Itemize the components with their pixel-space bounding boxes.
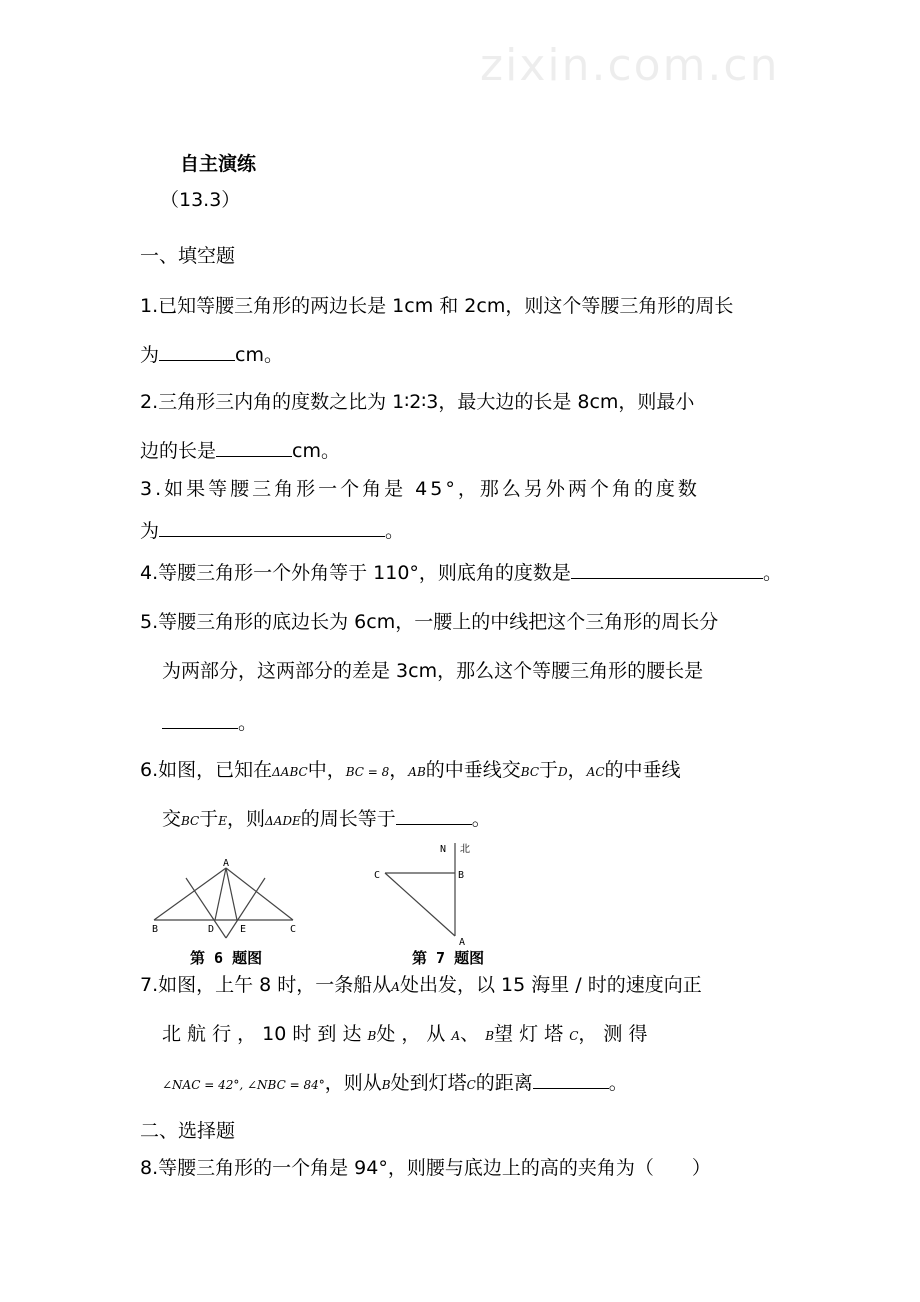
fig7-label-a: A xyxy=(459,937,466,948)
fig6-label-a: A xyxy=(223,858,230,869)
text: 的中垂线交 xyxy=(425,759,521,781)
math: BC xyxy=(181,814,200,828)
fig6-label-b: B xyxy=(152,924,159,935)
answer-blank[interactable] xyxy=(216,438,292,457)
math: C xyxy=(466,1078,476,1092)
figure-6 xyxy=(154,868,293,938)
text: 的距离 xyxy=(475,1072,533,1094)
text: 7.如图，上午 8 时，一条船从 xyxy=(140,974,392,996)
figures xyxy=(140,835,500,969)
answer-blank[interactable] xyxy=(159,518,385,537)
math: ΔABC xyxy=(272,765,308,779)
text: 处出发，以 15 海里 / 时的速度向正 xyxy=(399,974,702,996)
text: cm。 xyxy=(235,344,283,366)
text: 中， xyxy=(307,759,346,781)
question-1-cont xyxy=(140,342,283,367)
text: 。 xyxy=(762,562,782,584)
text: ， xyxy=(389,759,409,781)
fig7-label-b: B xyxy=(458,870,465,881)
section-heading-multiple-choice: 二、选择题 xyxy=(140,1120,236,1142)
question-5-answer xyxy=(162,710,257,735)
text: 。 xyxy=(471,808,491,830)
text: 、 xyxy=(460,1023,480,1045)
text: 6.如图，已知在 xyxy=(140,759,273,781)
question-7 xyxy=(140,973,702,999)
question-5: 5.等腰三角形的底边长为 6cm，一腰上的中线把这个三角形的周长分 xyxy=(140,611,719,633)
fig7-label-n: N xyxy=(440,844,447,855)
math: ΔADE xyxy=(265,814,301,828)
math: B xyxy=(485,1029,495,1043)
math: A xyxy=(451,1029,461,1043)
math: B xyxy=(381,1078,391,1092)
question-6-cont xyxy=(162,806,491,833)
text: 为 xyxy=(140,344,160,366)
text: 。 xyxy=(385,520,405,542)
text: 北 航 行 ， 10 时 到 达 xyxy=(162,1023,362,1045)
fig7-label-north: 北 xyxy=(460,844,470,855)
math: B xyxy=(367,1029,377,1043)
math: BC = 8 xyxy=(345,765,390,779)
text: 为 xyxy=(140,520,160,542)
question-7-cont xyxy=(162,1022,647,1048)
text: 。 xyxy=(608,1072,628,1094)
text: 处 ， 从 xyxy=(376,1023,446,1045)
fig6-label-d: D xyxy=(208,924,215,935)
math: E xyxy=(218,814,228,828)
text: 边的长是 xyxy=(140,440,217,462)
question-4 xyxy=(140,560,782,585)
math: ∠NAC = 42°, ∠NBC = 84° xyxy=(162,1078,325,1092)
text: 于 xyxy=(539,759,559,781)
fig6-label-c: C xyxy=(290,924,297,935)
text: 。 xyxy=(238,712,258,734)
fig6-label-e: E xyxy=(240,924,247,935)
question-2: 2.三角形三内角的度数之比为 1∶2∶3，最大边的长是 8cm，则最小 xyxy=(140,391,695,413)
text: ， xyxy=(567,759,587,781)
math: AC xyxy=(586,765,605,779)
fig7-label-c: C xyxy=(374,870,381,881)
text: ，则从 xyxy=(324,1072,382,1094)
figure-7 xyxy=(385,843,455,936)
math: D xyxy=(558,765,568,779)
question-1: 1.已知等腰三角形的两边长是 1cm 和 2cm，则这个等腰三角形的周长 xyxy=(140,295,734,317)
section-number: （13.3） xyxy=(160,189,241,211)
answer-blank[interactable] xyxy=(159,342,235,361)
text: 4.等腰三角形一个外角等于 110°，则底角的度数是 xyxy=(140,562,571,584)
page-title: 自主演练 xyxy=(180,153,257,175)
question-3: 3.如果等腰三角形一个角是 45°，那么另外两个角的度数 xyxy=(140,478,700,500)
text: 望 灯 塔 xyxy=(494,1023,564,1045)
text: 的周长等于 xyxy=(300,808,396,830)
text: 交 xyxy=(162,808,182,830)
math: BC xyxy=(520,765,540,779)
math: C xyxy=(569,1029,579,1043)
question-2-cont xyxy=(140,438,340,463)
watermark: zixin.com.cn xyxy=(480,40,780,91)
answer-blank[interactable] xyxy=(533,1070,609,1089)
question-8: 8.等腰三角形的一个角是 94°，则腰与底边上的高的夹角为（ ） xyxy=(140,1157,711,1179)
answer-blank[interactable] xyxy=(162,710,238,729)
answer-blank[interactable] xyxy=(396,806,472,825)
fig7-caption: 第 7 题图 xyxy=(412,949,485,967)
text: cm。 xyxy=(292,440,340,462)
math: AB xyxy=(408,765,426,779)
question-5-cont: 为两部分，这两部分的差是 3cm，那么这个等腰三角形的腰长是 xyxy=(162,660,704,682)
answer-blank[interactable] xyxy=(571,560,763,579)
question-7-cont2 xyxy=(162,1070,628,1097)
fig6-caption: 第 6 题图 xyxy=(190,949,263,967)
question-6 xyxy=(140,758,681,784)
question-3-cont xyxy=(140,518,404,543)
text: 的中垂线 xyxy=(604,759,681,781)
text: ， 测 得 xyxy=(578,1023,648,1045)
text: ，则 xyxy=(227,808,266,830)
text: 处到灯塔 xyxy=(390,1072,467,1094)
math: A xyxy=(391,980,400,994)
section-heading-fill-blank: 一、填空题 xyxy=(140,245,236,267)
text: 于 xyxy=(199,808,219,830)
